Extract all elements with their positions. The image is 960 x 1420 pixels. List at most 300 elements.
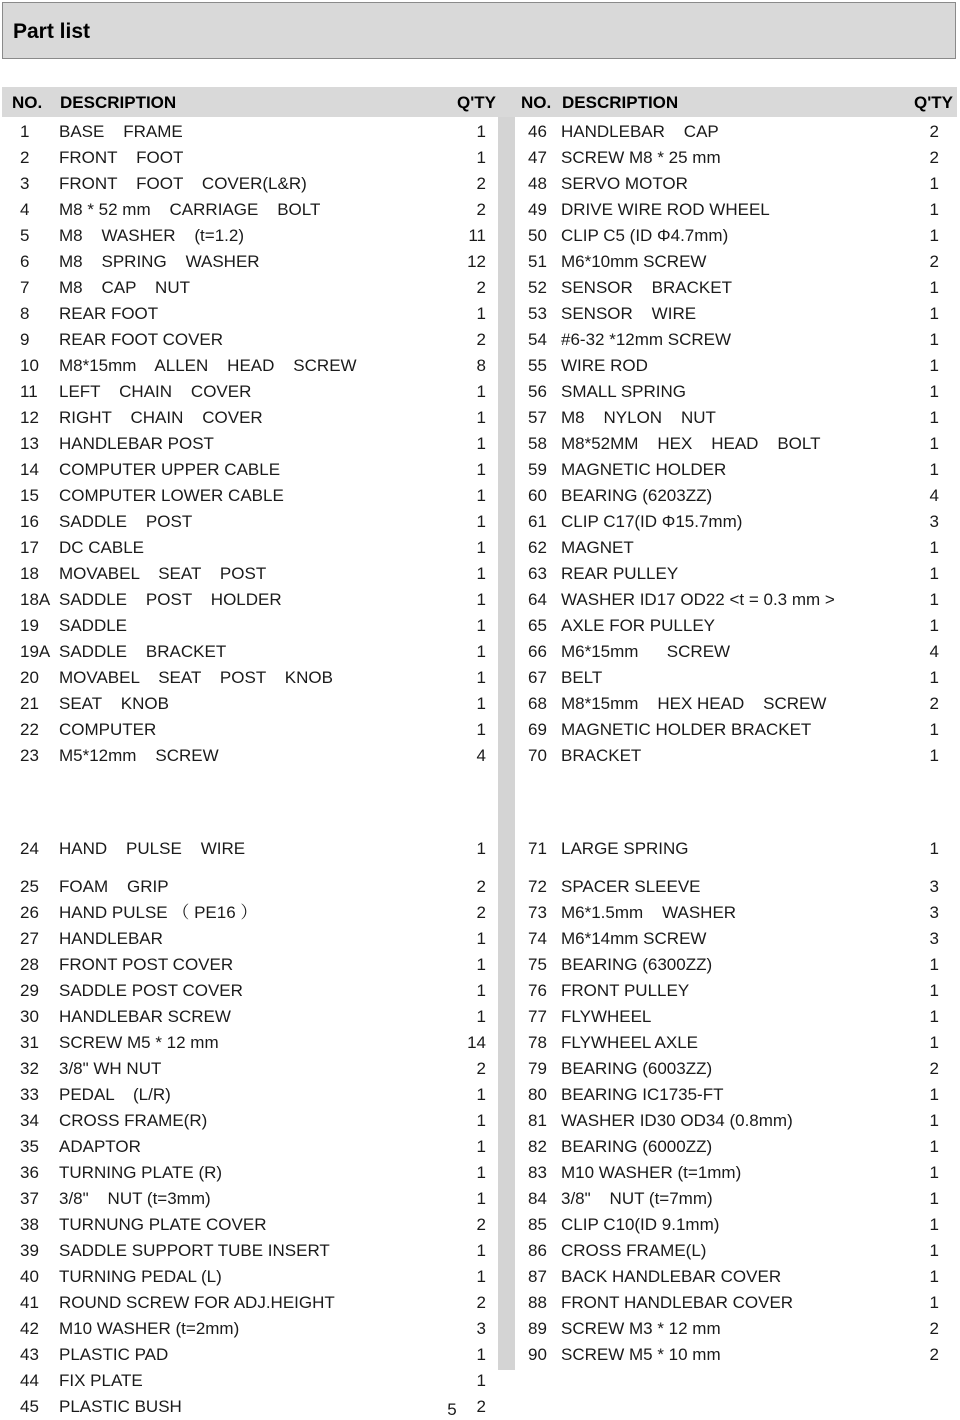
part-number: 71 — [528, 839, 547, 858]
part-number: 78 — [528, 1033, 547, 1052]
part-description: 3/8" NUT (t=7mm) — [561, 1189, 713, 1208]
part-quantity: 1 — [929, 616, 939, 635]
part-quantity: 1 — [929, 1241, 939, 1260]
part-description: SPACER SLEEVE — [561, 877, 701, 896]
table-row — [0, 926, 939, 952]
table-row — [0, 1290, 939, 1316]
part-quantity: 1 — [476, 512, 486, 531]
part-description: BACK HANDLEBAR COVER — [561, 1267, 782, 1286]
part-quantity: 1 — [476, 460, 486, 479]
part-description: SADDLE POST HOLDER — [59, 590, 282, 609]
part-description: CROSS FRAME(R) — [59, 1111, 208, 1130]
part-quantity: 1 — [476, 616, 486, 635]
part-description: M8*52MM HEX HEAD BOLT — [561, 434, 821, 453]
table-row — [0, 1004, 939, 1030]
part-description: CLIP C5 (ID Φ4.7mm) — [561, 226, 729, 245]
part-description: ADAPTOR — [59, 1137, 141, 1156]
table-row — [0, 301, 939, 327]
part-quantity: 3 — [929, 877, 939, 896]
part-quantity: 1 — [929, 538, 939, 557]
table-row — [0, 145, 939, 171]
table-row — [0, 1186, 939, 1212]
table-row — [0, 978, 939, 1004]
part-description: CLIP C10(ID 9.1mm) — [561, 1215, 720, 1234]
part-number: 33 — [20, 1085, 39, 1104]
part-description: FRONT POST COVER — [59, 955, 234, 974]
part-quantity: 1 — [929, 226, 939, 245]
part-number: 16 — [20, 512, 39, 531]
part-description: SERVO MOTOR — [561, 174, 688, 193]
part-description: M8 CAP NUT — [59, 278, 190, 297]
page-title: Part list — [13, 20, 91, 43]
part-description: FRONT HANDLEBAR COVER — [561, 1293, 794, 1312]
part-quantity: 2 — [929, 122, 939, 141]
part-number: 84 — [528, 1189, 547, 1208]
part-quantity: 2 — [929, 694, 939, 713]
part-quantity: 2 — [476, 1215, 486, 1234]
part-description: M8 * 52 mm CARRIAGE BOLT — [59, 200, 321, 219]
part-number: 28 — [20, 955, 39, 974]
part-number: 31 — [20, 1033, 39, 1052]
part-description: DRIVE WIRE ROD WHEEL — [561, 200, 770, 219]
part-number: 55 — [528, 356, 547, 375]
part-description: BEARING (6300ZZ) — [561, 955, 713, 974]
part-number: 54 — [528, 330, 547, 349]
part-quantity: 1 — [929, 1007, 939, 1026]
part-number: 10 — [20, 356, 39, 375]
part-number: 49 — [528, 200, 547, 219]
part-description: LARGE SPRING — [561, 839, 689, 858]
page-number: 5 — [447, 1400, 457, 1419]
part-quantity: 1 — [929, 720, 939, 739]
part-description: #6-32 *12mm SCREW — [561, 330, 732, 349]
part-description: BEARING (6203ZZ) — [561, 486, 713, 505]
part-number: 66 — [528, 642, 547, 661]
part-description: SMALL SPRING — [561, 382, 687, 401]
part-description: DC CABLE — [59, 538, 145, 557]
part-number: 85 — [528, 1215, 547, 1234]
part-number: 21 — [20, 694, 39, 713]
part-description: M6*14mm SCREW — [561, 929, 707, 948]
part-quantity: 1 — [929, 382, 939, 401]
part-description: HAND PULSE WIRE — [59, 839, 246, 858]
header-description-right: DESCRIPTION — [562, 93, 679, 112]
header-no-left: NO. — [12, 93, 43, 112]
part-number: 87 — [528, 1267, 547, 1286]
part-quantity: 1 — [929, 1293, 939, 1312]
part-description: RIGHT CHAIN COVER — [59, 408, 263, 427]
part-description: FOAM GRIP — [59, 877, 169, 896]
part-number: 25 — [20, 877, 39, 896]
part-number: 68 — [528, 694, 547, 713]
table-row — [0, 1368, 486, 1394]
part-quantity: 1 — [929, 1189, 939, 1208]
part-description: WASHER ID17 OD22 <t = 0.3 mm > — [561, 590, 835, 609]
part-quantity: 1 — [929, 1137, 939, 1156]
part-number: 86 — [528, 1241, 547, 1260]
table-row — [0, 743, 939, 769]
part-quantity: 1 — [476, 1085, 486, 1104]
part-quantity: 1 — [929, 564, 939, 583]
part-quantity: 2 — [929, 1319, 939, 1338]
part-description: FLYWHEEL AXLE — [561, 1033, 698, 1052]
part-description: SADDLE BRACKET — [59, 642, 227, 661]
part-number: 12 — [20, 408, 39, 427]
part-quantity: 1 — [476, 981, 486, 1000]
part-number: 45 — [20, 1397, 39, 1416]
part-number: 23 — [20, 746, 39, 765]
part-description: FRONT FOOT COVER(L&R) — [59, 174, 307, 193]
part-quantity: 1 — [476, 1345, 486, 1364]
part-description: SADDLE — [59, 616, 128, 635]
table-row — [0, 1082, 939, 1108]
part-quantity: 1 — [929, 590, 939, 609]
part-quantity: 12 — [467, 252, 486, 271]
part-number: 41 — [20, 1293, 39, 1312]
part-quantity: 4 — [476, 746, 486, 765]
part-description: MAGNETIC HOLDER — [561, 460, 727, 479]
part-quantity: 1 — [476, 122, 486, 141]
part-number: 35 — [20, 1137, 39, 1156]
part-description: M8*15mm HEX HEAD SCREW — [561, 694, 827, 713]
part-number: 60 — [528, 486, 547, 505]
part-quantity: 1 — [929, 839, 939, 858]
part-number: 9 — [20, 330, 30, 349]
part-description: M8 NYLON NUT — [561, 408, 716, 427]
part-number: 76 — [528, 981, 547, 1000]
part-number: 7 — [20, 278, 30, 297]
part-quantity: 2 — [476, 174, 486, 193]
part-quantity: 1 — [476, 720, 486, 739]
table-row — [0, 119, 939, 145]
part-number: 11 — [20, 382, 38, 401]
part-quantity: 2 — [476, 903, 486, 922]
part-number: 57 — [528, 408, 547, 427]
table-row — [0, 197, 939, 223]
part-description: 3/8" NUT (t=3mm) — [59, 1189, 211, 1208]
table-row — [0, 223, 939, 249]
part-number: 39 — [20, 1241, 39, 1260]
part-quantity: 3 — [929, 929, 939, 948]
part-number: 27 — [20, 929, 39, 948]
table-row — [0, 691, 939, 717]
part-description: CROSS FRAME(L) — [561, 1241, 707, 1260]
part-description: HANDLEBAR SCREW — [59, 1007, 231, 1026]
part-quantity: 2 — [476, 1059, 486, 1078]
part-description: M10 WASHER (t=2mm) — [59, 1319, 240, 1338]
table-row — [0, 275, 939, 301]
part-number: 89 — [528, 1319, 547, 1338]
part-number: 18 — [20, 564, 39, 583]
part-description: MOVABEL SEAT POST — [59, 564, 267, 583]
part-number: 32 — [20, 1059, 39, 1078]
header-qty-right: Q'TY — [914, 93, 953, 112]
part-description: COMPUTER LOWER CABLE — [59, 486, 284, 505]
part-description: BEARING IC1735-FT — [561, 1085, 724, 1104]
table-row — [0, 457, 939, 483]
part-number: 63 — [528, 564, 547, 583]
part-description: BEARING (6000ZZ) — [561, 1137, 713, 1156]
table-row — [0, 1056, 939, 1082]
part-quantity: 1 — [929, 1215, 939, 1234]
part-description: SENSOR WIRE — [561, 304, 697, 323]
part-description: BELT — [561, 668, 603, 687]
part-description: M6*15mm SCREW — [561, 642, 731, 661]
part-description: PLASTIC BUSH — [59, 1397, 182, 1416]
part-quantity: 2 — [929, 252, 939, 271]
table-row — [0, 587, 939, 613]
part-quantity: 1 — [476, 304, 486, 323]
part-description: PLASTIC PAD — [59, 1345, 169, 1364]
part-number: 18A — [20, 590, 51, 609]
part-description: SCREW M3 * 12 mm — [561, 1319, 721, 1338]
part-description: WIRE ROD — [561, 356, 648, 375]
part-quantity: 1 — [476, 564, 486, 583]
part-description: LEFT CHAIN COVER — [59, 382, 252, 401]
part-number: 42 — [20, 1319, 39, 1338]
part-quantity: 1 — [929, 668, 939, 687]
part-description: FRONT PULLEY — [561, 981, 690, 1000]
part-number: 8 — [20, 304, 30, 323]
part-quantity: 1 — [929, 174, 939, 193]
part-quantity: 1 — [476, 148, 486, 167]
part-quantity: 1 — [929, 434, 939, 453]
table-row — [0, 1316, 939, 1342]
part-number: 48 — [528, 174, 547, 193]
part-quantity: 2 — [476, 200, 486, 219]
table-row — [0, 1160, 939, 1186]
part-quantity: 2 — [476, 1397, 486, 1416]
part-number: 90 — [528, 1345, 547, 1364]
table-row — [0, 431, 939, 457]
part-quantity: 1 — [476, 486, 486, 505]
part-quantity: 1 — [929, 955, 939, 974]
table-row — [0, 639, 939, 665]
part-quantity: 1 — [929, 408, 939, 427]
part-number: 50 — [528, 226, 547, 245]
part-number: 44 — [20, 1371, 39, 1390]
table-row — [0, 405, 939, 431]
title-bar — [2, 2, 956, 59]
part-description: BRACKET — [561, 746, 642, 765]
part-quantity: 2 — [476, 330, 486, 349]
part-quantity: 1 — [476, 929, 486, 948]
part-description: 3/8" WH NUT — [59, 1059, 162, 1078]
part-number: 30 — [20, 1007, 39, 1026]
part-number: 43 — [20, 1345, 39, 1364]
table-row — [0, 535, 939, 561]
table-row — [0, 1238, 939, 1264]
part-number: 67 — [528, 668, 547, 687]
part-number: 61 — [528, 512, 547, 531]
part-description: AXLE FOR PULLEY — [561, 616, 716, 635]
part-number: 24 — [20, 839, 39, 858]
part-number: 40 — [20, 1267, 39, 1286]
part-number: 19A — [20, 642, 51, 661]
part-number: 26 — [20, 903, 39, 922]
part-number: 14 — [20, 460, 39, 479]
table-row — [0, 717, 939, 743]
table-row — [0, 1108, 939, 1134]
part-quantity: 1 — [929, 278, 939, 297]
part-description: SENSOR BRACKET — [561, 278, 732, 297]
part-number: 37 — [20, 1189, 39, 1208]
part-quantity: 1 — [929, 1267, 939, 1286]
part-number: 5 — [20, 226, 30, 245]
part-description: TURNING PEDAL (L) — [59, 1267, 222, 1286]
part-description: M8 SPRING WASHER — [59, 252, 260, 271]
part-description: CLIP C17(ID Φ15.7mm) — [561, 512, 743, 531]
header-qty-left: Q'TY — [457, 93, 496, 112]
part-quantity: 1 — [476, 1007, 486, 1026]
part-quantity: 1 — [476, 839, 486, 858]
part-quantity: 4 — [929, 486, 939, 505]
part-quantity: 2 — [476, 1293, 486, 1312]
part-number: 22 — [20, 720, 39, 739]
part-description: M8 WASHER (t=1.2) — [59, 226, 244, 245]
part-description: SADDLE POST — [59, 512, 193, 531]
part-number: 20 — [20, 668, 39, 687]
part-quantity: 1 — [476, 434, 486, 453]
header-no-right: NO. — [521, 93, 552, 112]
part-description: REAR FOOT COVER — [59, 330, 224, 349]
part-number: 36 — [20, 1163, 39, 1182]
part-description: M10 WASHER (t=1mm) — [561, 1163, 742, 1182]
part-number: 72 — [528, 877, 547, 896]
part-description: MAGNET — [561, 538, 634, 557]
part-description: HAND PULSE （ PE16 ） — [59, 903, 258, 922]
table-row — [0, 561, 939, 587]
part-number: 74 — [528, 929, 547, 948]
part-number: 53 — [528, 304, 547, 323]
part-number: 15 — [20, 486, 39, 505]
part-description: TURNUNG PLATE COVER — [59, 1215, 267, 1234]
part-quantity: 1 — [476, 538, 486, 557]
part-number: 70 — [528, 746, 547, 765]
part-quantity: 11 — [468, 226, 486, 245]
part-number: 38 — [20, 1215, 39, 1234]
part-number: 69 — [528, 720, 547, 739]
part-quantity: 1 — [929, 1163, 939, 1182]
table-row — [0, 874, 939, 900]
part-quantity: 2 — [929, 1059, 939, 1078]
part-number: 62 — [528, 538, 547, 557]
part-number: 73 — [528, 903, 547, 922]
part-number: 4 — [20, 200, 30, 219]
table-row — [0, 1212, 939, 1238]
part-number: 51 — [528, 252, 547, 271]
header-description-left: DESCRIPTION — [60, 93, 177, 112]
part-number: 29 — [20, 981, 39, 1000]
part-quantity: 1 — [476, 1111, 486, 1130]
part-quantity: 2 — [476, 278, 486, 297]
part-description: BEARING (6003ZZ) — [561, 1059, 713, 1078]
part-quantity: 3 — [476, 1319, 486, 1338]
part-description: ROUND SCREW FOR ADJ.HEIGHT — [59, 1293, 335, 1312]
part-quantity: 1 — [929, 1085, 939, 1104]
part-description: SCREW M5 * 10 mm — [561, 1345, 721, 1364]
part-quantity: 1 — [476, 642, 486, 661]
part-quantity: 1 — [476, 1371, 486, 1390]
table-row — [0, 900, 939, 926]
part-description: COMPUTER UPPER CABLE — [59, 460, 281, 479]
part-description: WASHER ID30 OD34 (0.8mm) — [561, 1111, 793, 1130]
part-description: HANDLEBAR — [59, 929, 163, 948]
part-quantity: 3 — [929, 903, 939, 922]
table-row — [0, 1342, 939, 1368]
part-description: M6*1.5mm WASHER — [561, 903, 737, 922]
part-quantity: 1 — [476, 1163, 486, 1182]
part-description: SEAT KNOB — [59, 694, 169, 713]
part-quantity: 2 — [476, 877, 486, 896]
part-number: 82 — [528, 1137, 547, 1156]
part-number: 6 — [20, 252, 30, 271]
part-quantity: 1 — [929, 200, 939, 219]
part-quantity: 4 — [929, 642, 939, 661]
part-quantity: 14 — [467, 1033, 486, 1052]
part-description: HANDLEBAR POST — [59, 434, 214, 453]
table-row — [0, 249, 939, 275]
part-quantity: 1 — [929, 460, 939, 479]
part-number: 56 — [528, 382, 547, 401]
table-row — [0, 836, 939, 862]
part-description: BASE FRAME — [59, 122, 183, 141]
part-quantity: 3 — [929, 512, 939, 531]
part-description: PEDAL (L/R) — [59, 1085, 171, 1104]
part-description: FLYWHEEL — [561, 1007, 652, 1026]
part-number: 19 — [20, 616, 39, 635]
part-description: FRONT FOOT — [59, 148, 184, 167]
part-number: 58 — [528, 434, 547, 453]
part-quantity: 1 — [476, 694, 486, 713]
part-number: 17 — [20, 538, 39, 557]
part-description: MAGNETIC HOLDER BRACKET — [561, 720, 812, 739]
part-description: SCREW M8 * 25 mm — [561, 148, 721, 167]
part-number: 75 — [528, 955, 547, 974]
part-description: MOVABEL SEAT POST KNOB — [59, 668, 333, 687]
part-description: SADDLE POST COVER — [59, 981, 243, 1000]
table-row — [0, 1264, 939, 1290]
part-quantity: 1 — [929, 304, 939, 323]
part-number: 77 — [528, 1007, 547, 1026]
table-row — [0, 1134, 939, 1160]
table-row — [0, 1030, 939, 1056]
table-row — [0, 171, 939, 197]
part-quantity: 1 — [929, 1111, 939, 1130]
part-quantity: 1 — [476, 1137, 486, 1156]
part-number: 83 — [528, 1163, 547, 1182]
part-description: REAR FOOT — [59, 304, 159, 323]
table-row — [0, 327, 939, 353]
part-quantity: 1 — [476, 382, 486, 401]
table-row — [0, 483, 939, 509]
table-row — [0, 665, 939, 691]
part-description: HANDLEBAR CAP — [561, 122, 719, 141]
part-quantity: 1 — [476, 1241, 486, 1260]
part-quantity: 1 — [476, 955, 486, 974]
part-quantity: 8 — [476, 356, 486, 375]
part-number: 46 — [528, 122, 547, 141]
part-quantity: 1 — [476, 1189, 486, 1208]
part-number: 13 — [20, 434, 39, 453]
part-quantity: 1 — [476, 668, 486, 687]
part-number: 79 — [528, 1059, 547, 1078]
part-number: 52 — [528, 278, 547, 297]
part-quantity: 1 — [929, 356, 939, 375]
part-description: SCREW M5 * 12 mm — [59, 1033, 219, 1052]
part-quantity: 1 — [476, 1267, 486, 1286]
table-row — [0, 379, 939, 405]
